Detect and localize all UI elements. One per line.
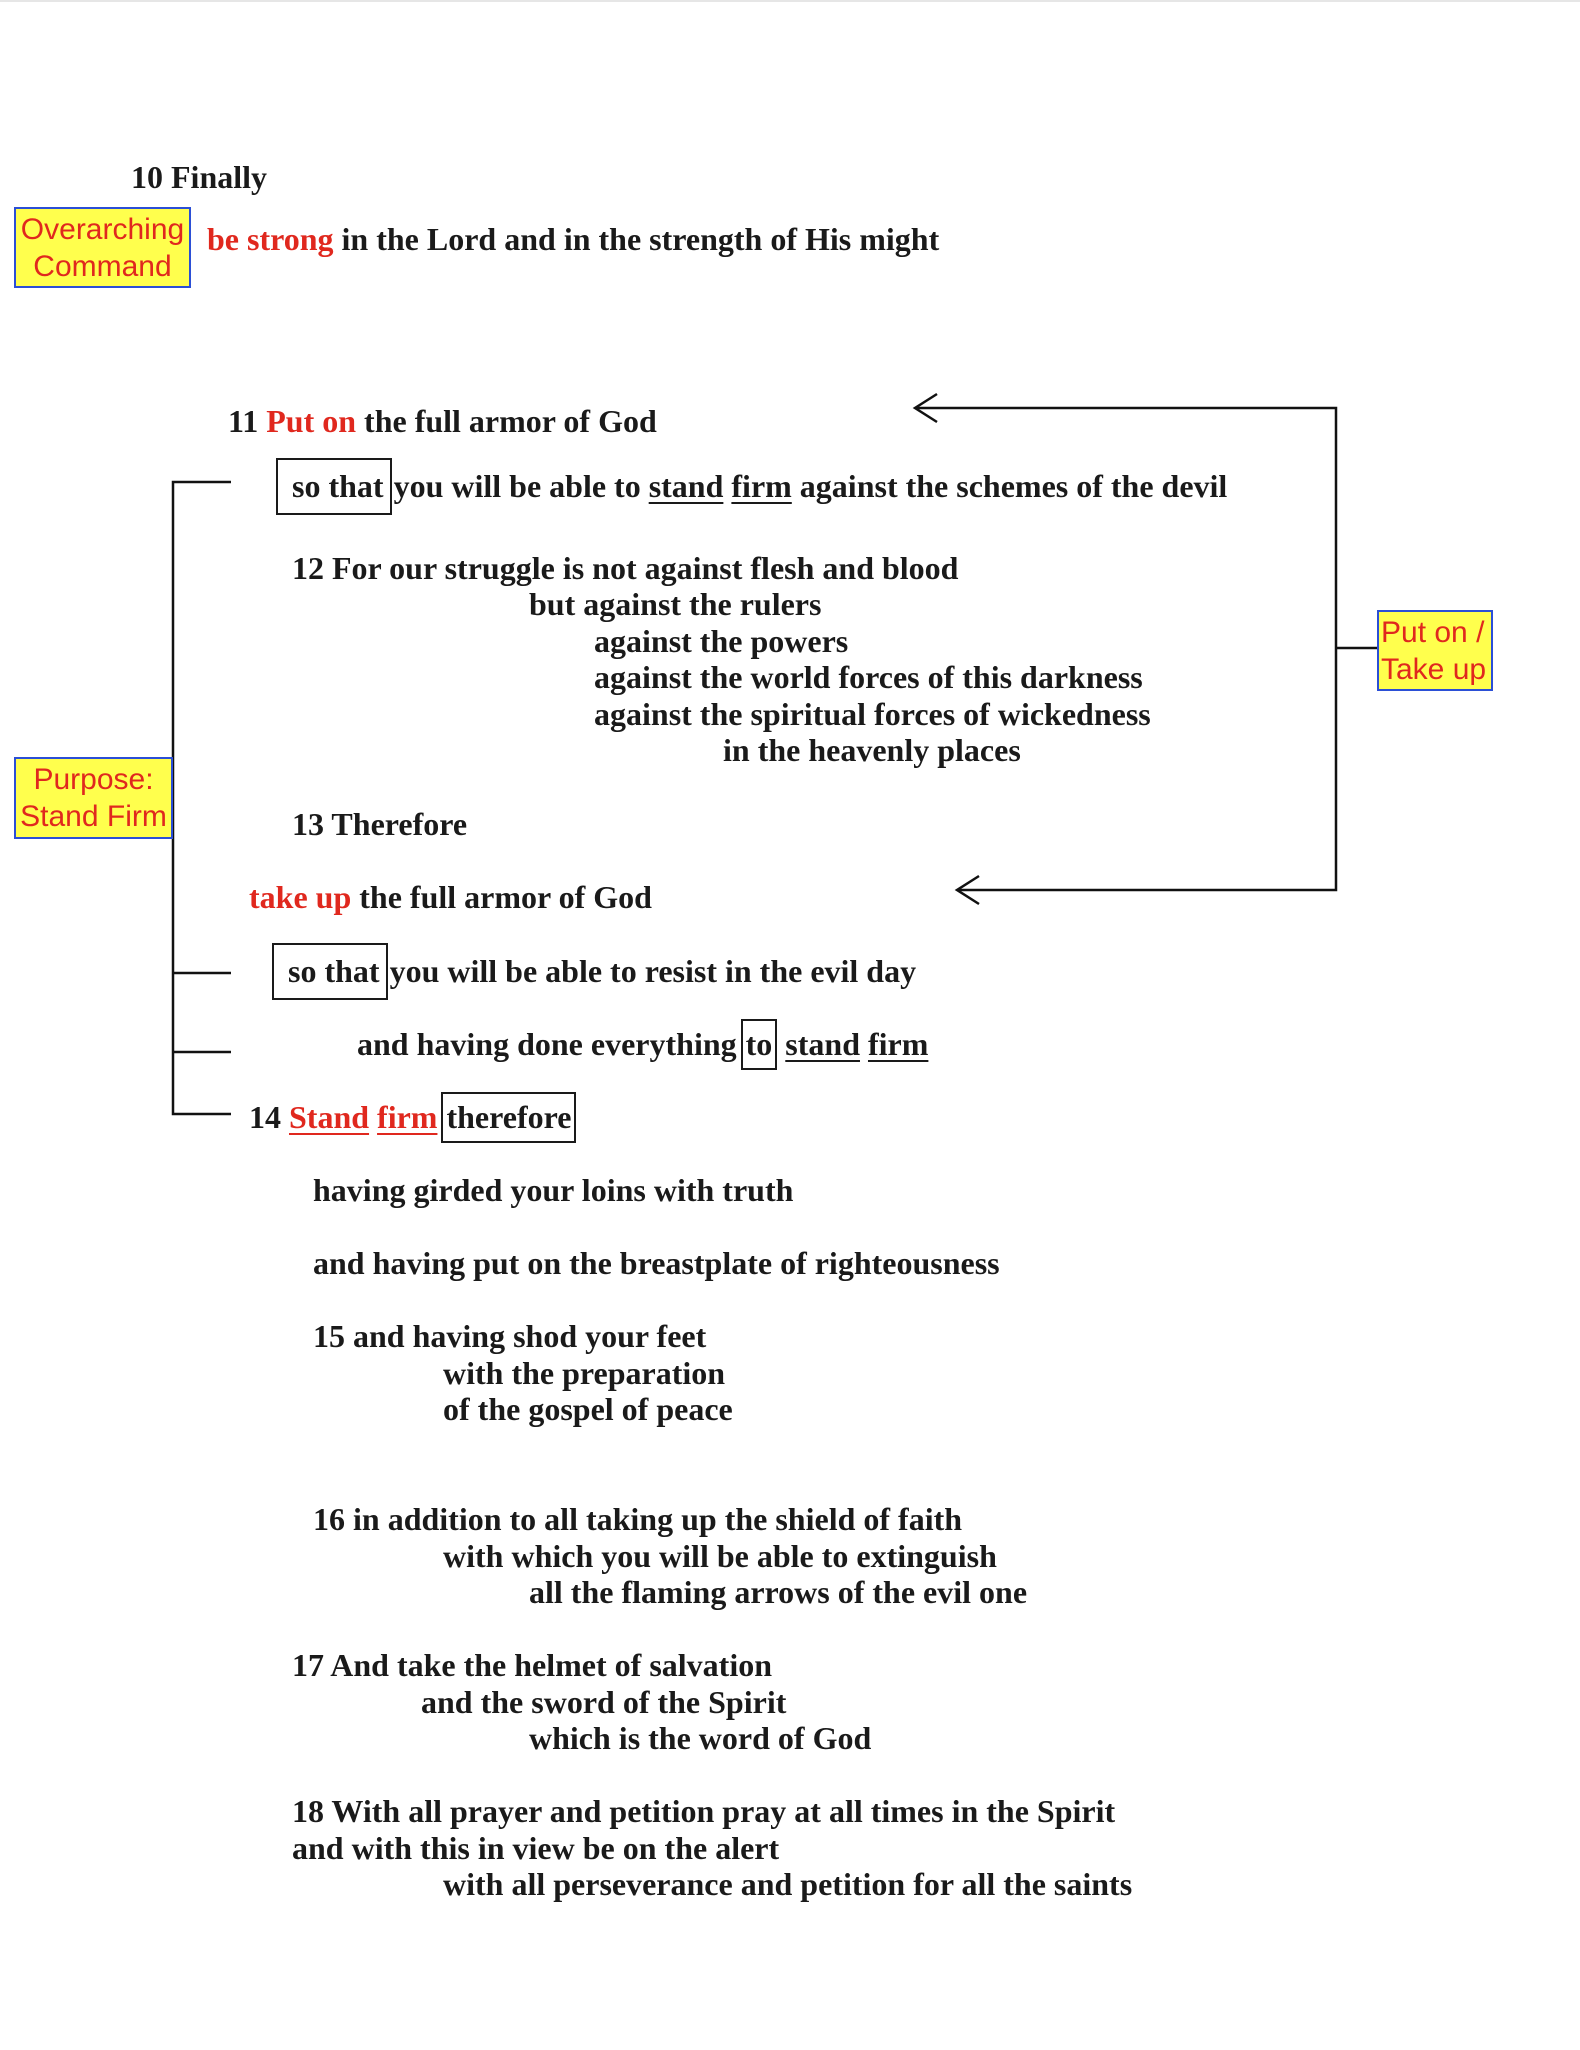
- armor-feet-line: 15 and having shod your feet: [313, 1318, 707, 1354]
- verse-12-line: against the spiritual forces of wickedness: [594, 696, 1151, 732]
- armor-feet-line: with the preparation: [443, 1355, 726, 1391]
- having-done-everything: [357, 1026, 928, 1062]
- command-stand: Stand: [289, 1099, 370, 1135]
- overarching-command-label: [14, 207, 191, 288]
- to-box: to: [741, 1019, 778, 1070]
- verse-14-command: [249, 1099, 576, 1135]
- label-line: Overarching: [20, 213, 185, 246]
- command-firm: firm: [377, 1099, 438, 1135]
- verse-13-command: [249, 879, 652, 915]
- purpose-so-that-schemes: [276, 468, 1227, 504]
- command-take-up: take up: [249, 879, 352, 915]
- firm-word: firm: [867, 1026, 929, 1062]
- purpose-end: against the schemes of the devil: [791, 468, 1228, 504]
- label-line: Put on /: [1381, 616, 1485, 649]
- armor-shield-line: with which you will be able to extinguish: [443, 1538, 997, 1574]
- armor-helmet-line: which is the word of God: [529, 1720, 872, 1756]
- purpose-text: you will be able to: [393, 468, 649, 504]
- verse-12-line: but against the rulers: [529, 586, 822, 622]
- label-line: Take up: [1381, 653, 1487, 686]
- armor-breastplate: and having put on the breastplate of righteousness: [313, 1245, 1000, 1281]
- arrowhead-takeup: [957, 876, 979, 904]
- done-text: and having done everything: [357, 1026, 737, 1062]
- verse-13-heading: 13 Therefore: [292, 806, 468, 842]
- firm-word: firm: [731, 468, 792, 504]
- purpose-stand-firm-label: [14, 757, 173, 839]
- verse-11: [228, 403, 657, 439]
- put-on-take-up-label: [1377, 610, 1493, 691]
- prayer-line: with all perseverance and petition for all the saints: [443, 1866, 1133, 1902]
- verse-12-line: 12 For our struggle is not against flesh and blood: [292, 550, 959, 586]
- purpose-so-that-resist: [272, 953, 916, 989]
- armor-helmet-line: and the sword of the Spirit: [421, 1684, 787, 1720]
- arrowhead-putonn: [915, 394, 937, 422]
- verse-12-line: against the powers: [594, 623, 849, 659]
- command-be-strong: be strong: [207, 221, 334, 257]
- purpose-bracket: [173, 482, 231, 1114]
- verse-number: 14: [249, 1099, 289, 1135]
- armor-shield-line: 16 in addition to all taking up the shield of faith: [313, 1501, 963, 1537]
- prayer-line: 18 With all prayer and petition pray at all times in the Spirit: [292, 1793, 1116, 1829]
- armor-loins: having girded your loins with truth: [313, 1172, 794, 1208]
- verse-text: the full armor of God: [351, 879, 652, 915]
- so-that-box: so that: [272, 943, 388, 1000]
- verse-12-line: against the world forces of this darkness: [594, 659, 1143, 695]
- label-line: Stand Firm: [20, 800, 167, 833]
- verse-10-command: [207, 221, 939, 257]
- verse-12-line: in the heavenly places: [723, 732, 1021, 768]
- command-put-on: Put on: [266, 403, 357, 439]
- prayer-line: and with this in view be on the alert: [292, 1830, 780, 1866]
- armor-helmet-line: 17 And take the helmet of salvation: [292, 1647, 772, 1683]
- verse-text: the full armor of God: [356, 403, 657, 439]
- label-line: Command: [33, 250, 172, 283]
- stand-word: stand: [785, 1026, 860, 1062]
- stand-word: stand: [648, 468, 724, 504]
- armor-feet-line: of the gospel of peace: [443, 1391, 733, 1427]
- therefore-box: therefore: [441, 1092, 576, 1143]
- label-line: Purpose:: [33, 763, 154, 796]
- so-that-box: so that: [276, 458, 392, 515]
- command-rest: in the Lord and in the strength of His might: [333, 221, 940, 257]
- verse-10-heading: 10 Finally: [131, 159, 268, 195]
- purpose-text: you will be able to resist in the evil day: [389, 953, 917, 989]
- armor-shield-line: all the flaming arrows of the evil one: [529, 1574, 1028, 1610]
- verse-number: 11: [228, 403, 267, 439]
